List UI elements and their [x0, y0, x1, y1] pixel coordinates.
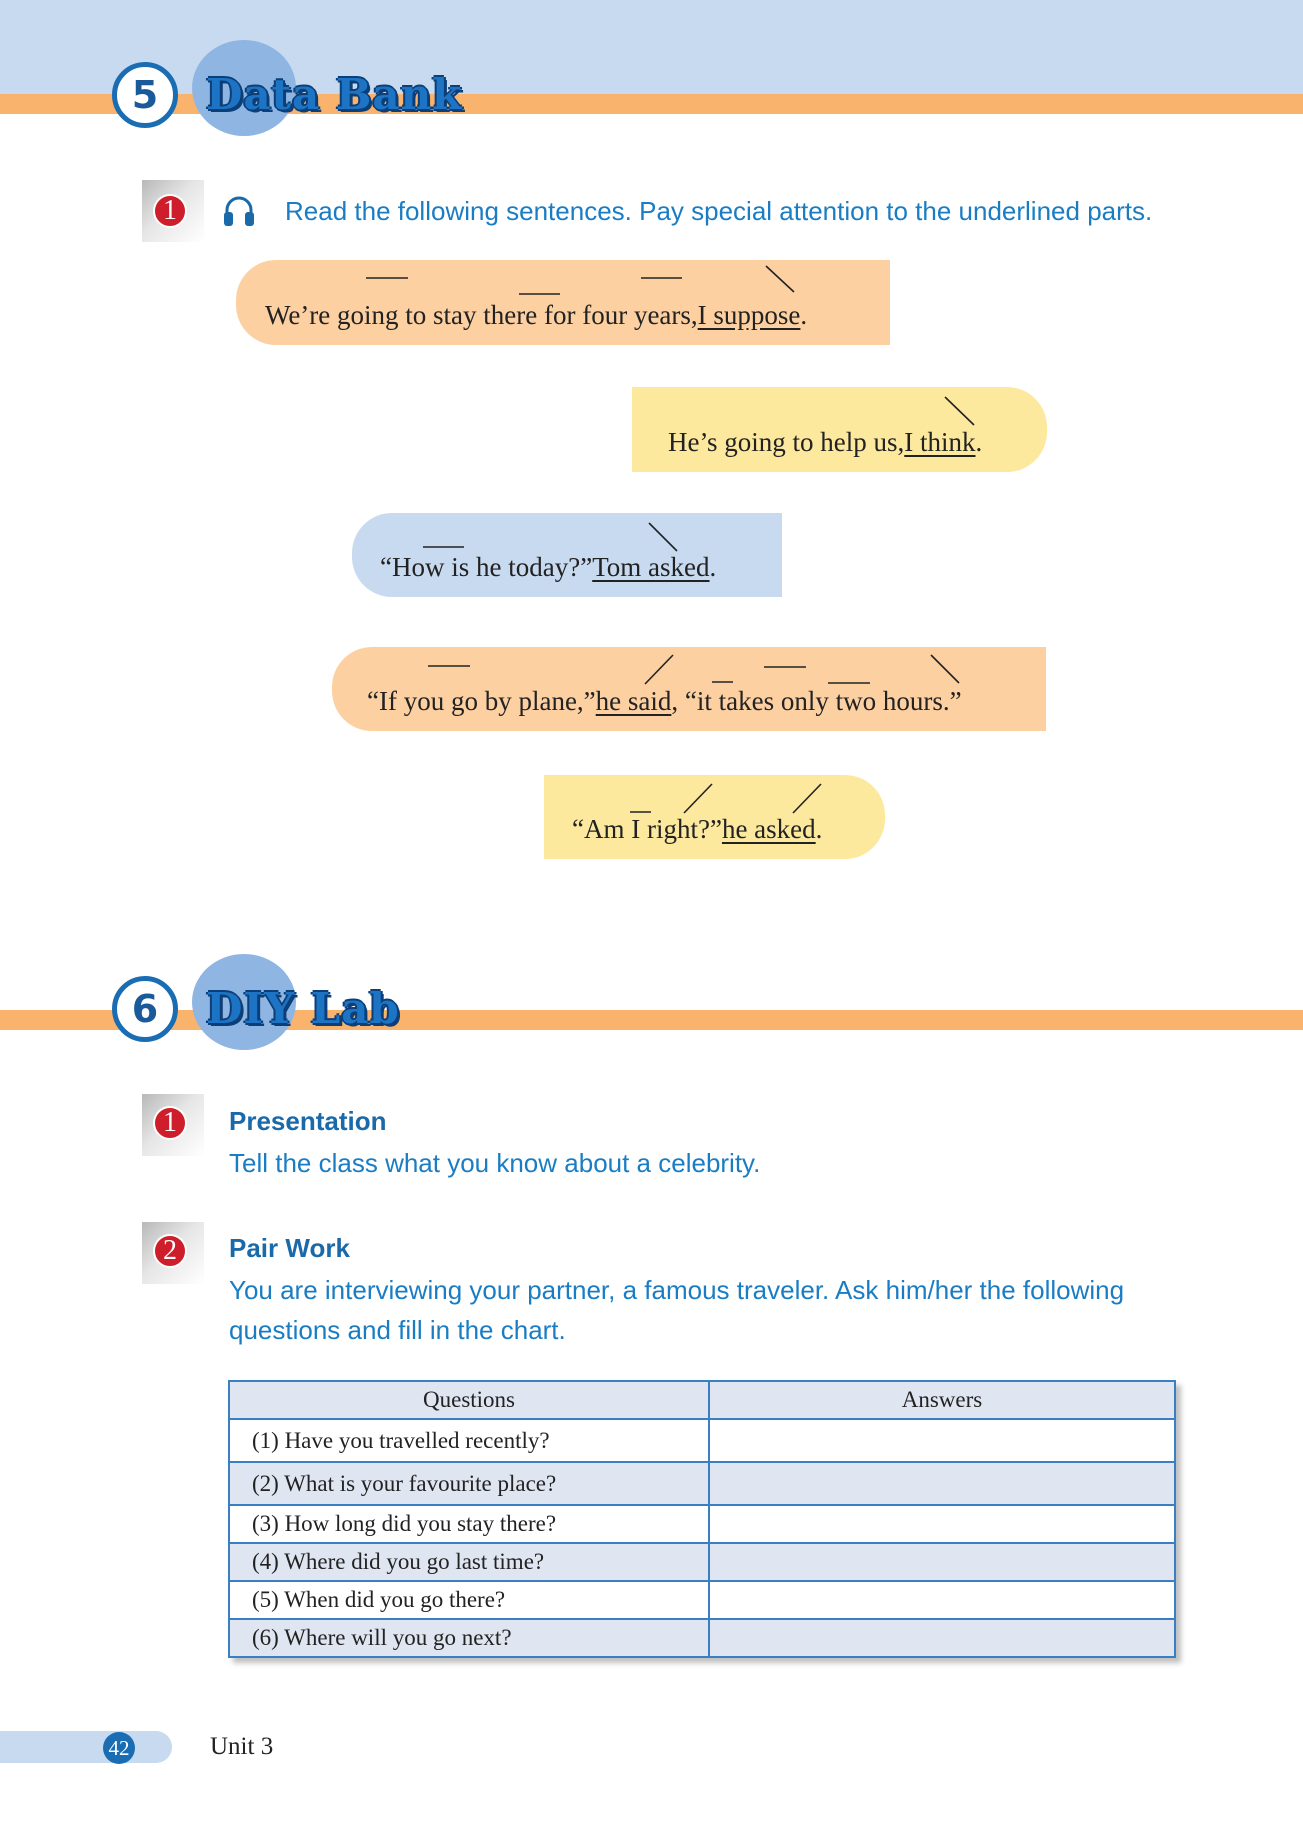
sentence-text: , “it takes only two hours.” [671, 686, 962, 716]
intonation-marks [632, 387, 1047, 472]
intonation-marks [544, 775, 885, 859]
underlined-part: he said [595, 686, 672, 716]
sentence-text: . [709, 552, 717, 582]
footer-bar [0, 1731, 172, 1763]
sentence-text: . [800, 300, 808, 330]
headphones-icon[interactable] [221, 193, 257, 229]
question-cell: (4) Where did you go last time? [229, 1543, 709, 1581]
exercise-number-badge: 2 [153, 1234, 187, 1268]
unit-label: Unit 3 [210, 1733, 274, 1760]
sentence-bubble-2 [632, 387, 1047, 472]
table-row [229, 1543, 1175, 1581]
sentence-text: “How is he today?” [380, 552, 593, 582]
section-number-6: 6 [112, 976, 178, 1042]
sentence-text: . [815, 814, 823, 844]
question-cell: (2) What is your favourite place? [229, 1462, 709, 1505]
pair-work-text: You are interviewing your partner, a famous traveler. Ask him/her the following questions and fill in the chart. [229, 1275, 1125, 1345]
sentence-bubble-1 [236, 260, 890, 345]
sentence-bubble-3 [352, 513, 782, 597]
pair-work-heading: Pair Work [229, 1233, 350, 1263]
table-row [229, 1505, 1175, 1543]
section-title-diy-lab: DIY Lab [206, 984, 400, 1033]
table-row [229, 1581, 1175, 1619]
question-cell: (5) When did you go there? [229, 1581, 709, 1619]
underlined-part: he asked [721, 814, 816, 844]
sentence-text: “Am I right?” [572, 814, 722, 844]
presentation-heading: Presentation [229, 1106, 387, 1136]
intonation-marks [332, 647, 1046, 731]
answer-cell[interactable] [709, 1581, 1175, 1619]
interview-chart [228, 1380, 1176, 1658]
underlined-part: I think [904, 427, 976, 457]
sentence-bubble-4 [332, 647, 1046, 731]
sentence-text: “If you go by plane,” [367, 686, 596, 716]
chart-header-answers: Answers [709, 1381, 1175, 1419]
sentence-text: He’s going to help us, [668, 427, 905, 457]
question-cell: (6) Where will you go next? [229, 1619, 709, 1657]
answer-cell[interactable] [709, 1419, 1175, 1462]
exercise-instruction: Read the following sentences. Pay special attention to the underlined parts. [285, 196, 1153, 226]
exercise-number-badge: 1 [153, 194, 187, 228]
section-title-data-bank: Data Bank [206, 70, 463, 119]
presentation-text: Tell the class what you know about a celebrity. [229, 1148, 761, 1178]
table-row [229, 1462, 1175, 1505]
answer-cell[interactable] [709, 1462, 1175, 1505]
answer-cell[interactable] [709, 1543, 1175, 1581]
section-number-5: 5 [112, 62, 178, 128]
page-number: 42 [103, 1732, 135, 1764]
question-cell: (1) Have you travelled recently? [229, 1419, 709, 1462]
table-row [229, 1619, 1175, 1657]
question-cell: (3) How long did you stay there? [229, 1505, 709, 1543]
exercise-number-badge: 1 [153, 1106, 187, 1140]
chart-header-questions: Questions [229, 1381, 709, 1419]
intonation-marks [236, 260, 890, 345]
underlined-part: I suppose [697, 300, 801, 330]
answer-cell[interactable] [709, 1505, 1175, 1543]
table-row [229, 1419, 1175, 1462]
intonation-marks [352, 513, 782, 597]
sentence-text: . [975, 427, 983, 457]
answer-cell[interactable] [709, 1619, 1175, 1657]
sentence-bubble-5 [544, 775, 885, 859]
underlined-part: Tom asked [592, 552, 710, 582]
sentence-text: We’re going to stay there for four years, [265, 300, 698, 330]
